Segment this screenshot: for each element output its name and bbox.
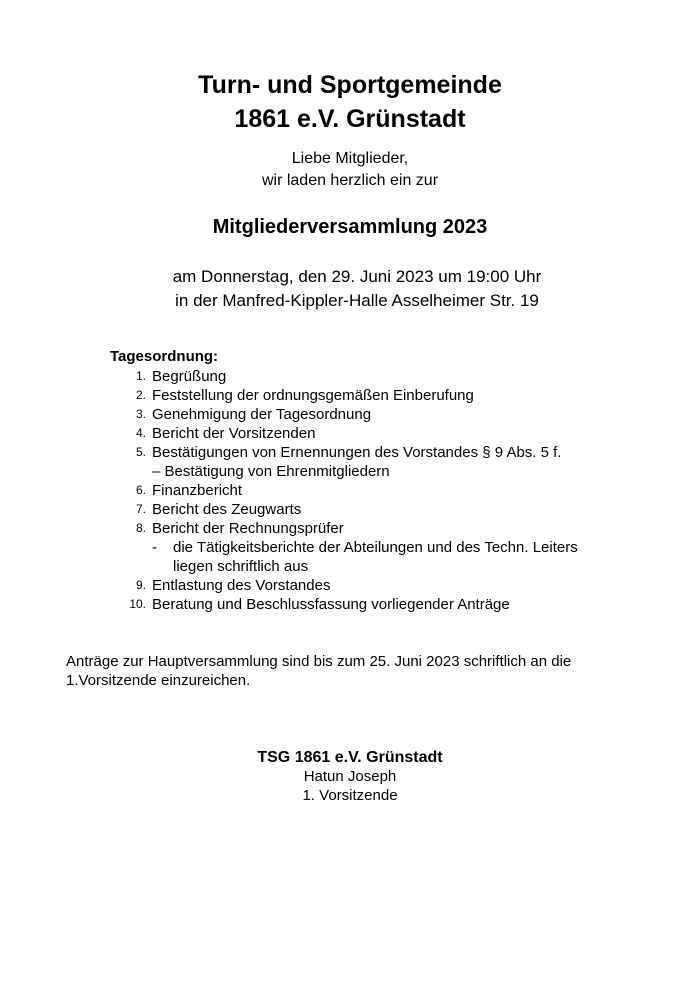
agenda-heading: Tagesordnung: xyxy=(110,348,219,365)
event-location: in der Manfred-Kippler-Halle Asselheimer Str. 19 xyxy=(175,291,539,310)
agenda-item xyxy=(110,443,670,481)
agenda-item-text: Bestätigungen von Ernennungen des Vorstandes § 9 Abs. 5 f. xyxy=(152,444,562,461)
signature-name: Hatun Joseph xyxy=(303,768,397,785)
agenda-item-text: Bericht der Rechnungsprüfer xyxy=(152,520,344,537)
agenda-list xyxy=(110,367,670,614)
greeting-line2: wir laden herzlich ein zur xyxy=(261,172,439,189)
agenda-item xyxy=(110,576,670,595)
event-details xyxy=(14,265,700,313)
agenda-subitem-line2: liegen schriftlich aus xyxy=(173,558,309,575)
agenda-item-text: Feststellung der ordnungsgemäßen Einberufung xyxy=(152,387,474,404)
agenda-item-number: 6. xyxy=(135,483,146,497)
greeting-line1: Liebe Mitglieder, xyxy=(291,150,409,167)
signature-block xyxy=(0,748,700,805)
submission-note xyxy=(66,652,666,690)
agenda-item xyxy=(110,519,670,576)
club-title-line1: Turn- und Sportgemeinde xyxy=(198,71,502,99)
agenda-item-text: Bericht der Vorsitzenden xyxy=(152,425,316,442)
signature-org: TSG 1861 e.V. Grünstadt xyxy=(257,749,443,766)
agenda-item-text: Beratung und Beschlussfassung vorliegender Anträge xyxy=(152,596,510,613)
agenda-item-text: Bericht des Zeugwarts xyxy=(152,501,302,518)
agenda-item-text: Genehmigung der Tagesordnung xyxy=(152,406,372,423)
agenda-item-number: 3. xyxy=(135,407,146,421)
agenda-item-number: 7. xyxy=(135,502,146,516)
agenda-item xyxy=(110,595,670,614)
agenda-subitem xyxy=(152,538,670,576)
agenda-subitem-line1: die Tätigkeitsberichte der Abteilungen und des Techn. Leiters xyxy=(173,539,578,556)
agenda-item-number: 1. xyxy=(135,369,146,383)
agenda-item xyxy=(110,367,670,386)
agenda-item-number: 8. xyxy=(135,521,146,535)
agenda-item xyxy=(110,481,670,500)
agenda-item-text: Begrüßung xyxy=(152,368,227,385)
submission-note-line2: 1.Vorsitzende einzureichen. xyxy=(66,672,251,689)
club-title-line2: 1861 e.V. Grünstadt xyxy=(234,105,466,133)
event-title: Mitgliederversammlung 2023 xyxy=(212,216,488,238)
agenda-item-number: 10. xyxy=(129,597,146,611)
signature-role: 1. Vorsitzende xyxy=(302,787,398,804)
agenda-item-number: 5. xyxy=(135,445,146,459)
agenda-item xyxy=(110,386,670,405)
agenda xyxy=(110,347,670,614)
greeting xyxy=(0,148,700,192)
club-title xyxy=(0,68,700,136)
agenda-item xyxy=(110,424,670,443)
event-date: am Donnerstag, den 29. Juni 2023 um 19:00 Uhr xyxy=(172,267,542,286)
agenda-item-continuation: – Bestätigung von Ehrenmitgliedern xyxy=(152,463,390,480)
agenda-item xyxy=(110,500,670,519)
agenda-item-number: 2. xyxy=(135,388,146,402)
agenda-item-number: 9. xyxy=(135,578,146,592)
agenda-item-text: Finanzbericht xyxy=(152,482,243,499)
agenda-item-number: 4. xyxy=(135,426,146,440)
agenda-subitem-dash: - xyxy=(152,539,157,556)
agenda-item-text: Entlastung des Vorstandes xyxy=(152,577,331,594)
submission-note-line1: Anträge zur Hauptversammlung sind bis zum 25. Juni 2023 schriftlich an die xyxy=(66,653,572,670)
agenda-item xyxy=(110,405,670,424)
